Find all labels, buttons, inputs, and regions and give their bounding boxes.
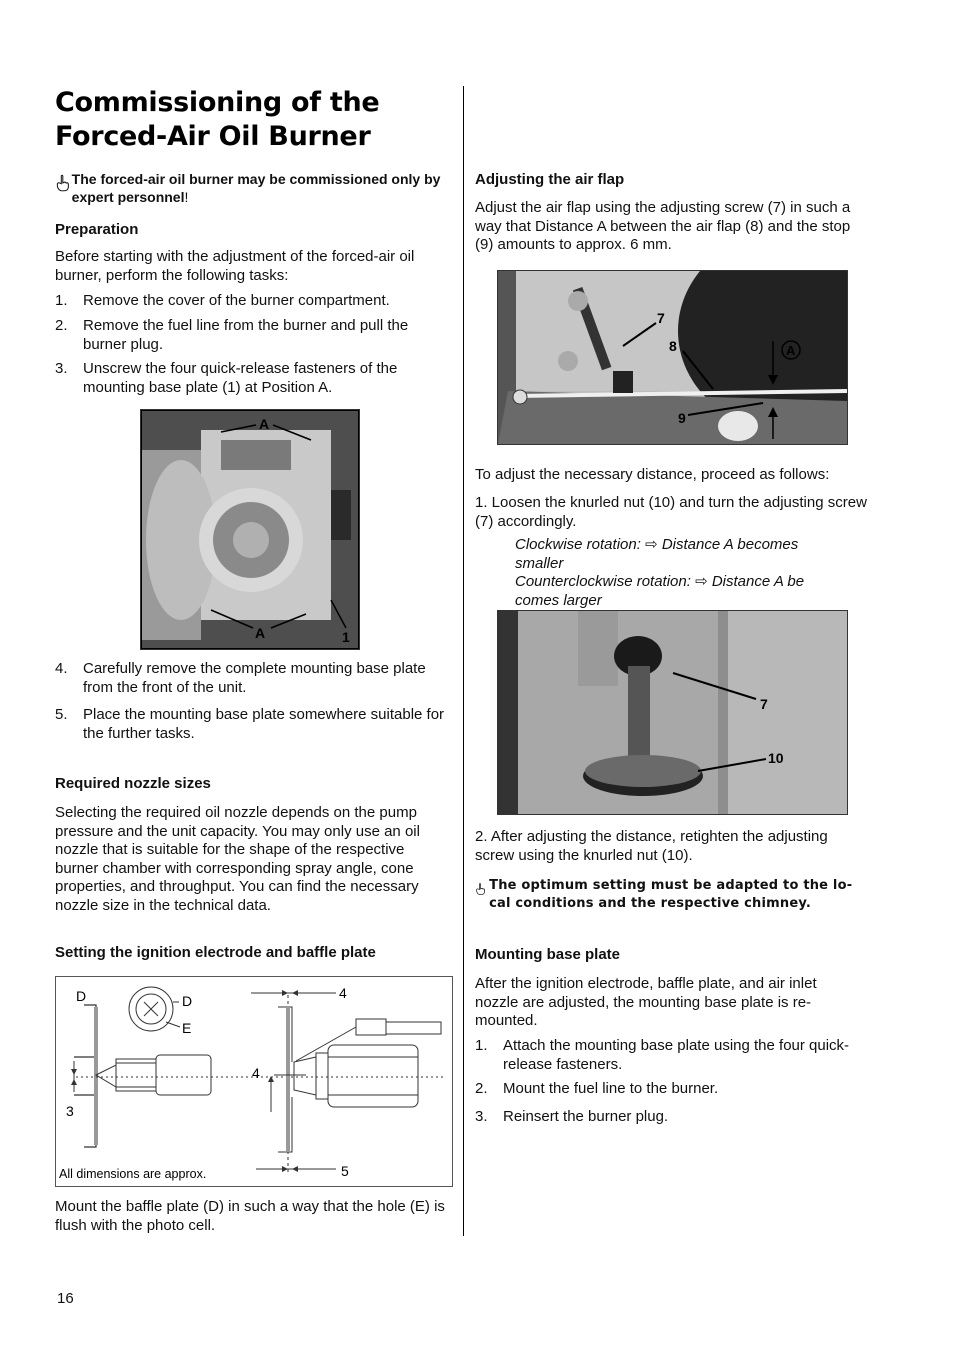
page-number: 16 bbox=[57, 1290, 74, 1307]
electrode-heading: Setting the ignition electrode and baffle plate bbox=[55, 944, 376, 961]
screw-label-10: 10 bbox=[768, 750, 784, 766]
mount-step-1: 1. Attach the mounting base plate using the four quick-release fasteners. bbox=[475, 1037, 850, 1073]
preparation-heading: Preparation bbox=[55, 221, 139, 238]
electrode-diagram bbox=[55, 976, 453, 1187]
airflap-text: Adjust the air flap using the adjusting screw (7) in such a way that Distance A between the air flap (8) and the stop (9) amounts to approx. 6 mm. bbox=[475, 199, 851, 253]
airflap-label-a: A bbox=[786, 343, 796, 358]
proceed-text: To adjust the necessary distance, proceed as follows: bbox=[475, 466, 830, 483]
dimension-note: All dimensions are approx. bbox=[59, 1167, 207, 1181]
title-line-1: Commissioning of the bbox=[55, 87, 380, 118]
prep-step-1: 1. Remove the cover of the burner compartment. bbox=[55, 292, 390, 309]
airflap-step-2: 2. After adjusting the distance, retighten the adjusting screw using the knurled nut (10). bbox=[475, 828, 828, 864]
column-divider bbox=[463, 86, 464, 1236]
arrow-right-icon: ⇨ bbox=[645, 536, 658, 553]
airflap-label-9: 9 bbox=[678, 410, 686, 426]
dim-4-top: 4 bbox=[339, 985, 347, 1001]
fig1-label-a-top: A bbox=[259, 416, 270, 432]
warning-text: The forced-air oil burner may be commissioned only by expert personnel bbox=[71, 171, 441, 205]
expert-warning bbox=[55, 171, 455, 206]
prep-step-4: 4. Carefully remove the complete mounting base plate from the front of the unit. bbox=[55, 660, 426, 696]
page-title bbox=[55, 86, 455, 154]
airflap-label-7: 7 bbox=[657, 310, 665, 326]
optimum-warning-text: The optimum setting must be adapted to the lo-cal conditions and the respective chimney. bbox=[489, 878, 853, 911]
screw-photo bbox=[497, 610, 848, 815]
airflap-label-8: 8 bbox=[669, 338, 677, 354]
mounting-intro: After the ignition electrode, baffle plate, and air inlet nozzle are adjusted, the mounting base plate is re-mounted. bbox=[475, 975, 817, 1029]
baffle-text: Mount the baffle plate (D) in such a way that the hole (E) is flush with the photo cell. bbox=[55, 1198, 445, 1234]
pointing-hand-icon bbox=[55, 171, 71, 195]
pointing-hand-icon bbox=[475, 877, 486, 901]
prep-step-3: 3. Unscrew the four quick-release fasteners of the mounting base plate (1) at Position A. bbox=[55, 360, 398, 396]
airflap-step-1: 1. Loosen the knurled nut (10) and turn the adjusting screw (7) accordingly. bbox=[475, 494, 867, 530]
fig1-label-a-bottom: A bbox=[255, 625, 266, 641]
mount-step-2: 2. Mount the fuel line to the burner. bbox=[475, 1080, 719, 1097]
mounting-heading: Mounting base plate bbox=[475, 946, 621, 963]
preparation-intro: Before starting with the adjustment of the forced-air oil burner, perform the following tasks: bbox=[55, 248, 415, 284]
label-d-right: D bbox=[182, 993, 193, 1009]
warning-end: ! bbox=[184, 188, 189, 205]
dim-5: 5 bbox=[341, 1163, 349, 1179]
nozzle-heading: Required nozzle sizes bbox=[55, 775, 211, 792]
label-d-left: D bbox=[76, 988, 87, 1004]
optimum-warning bbox=[475, 877, 870, 912]
nozzle-text: Selecting the required oil nozzle depends on the pump pressure and the unit capacity. You may only use an oil nozzle that is suitable for the shape of the respective burner chamber with corresponding spray angle, cone properties, and throughput. You can find the necessary nozzle size in the technical data. bbox=[55, 804, 420, 914]
prep-step-5: 5. Place the mounting base plate somewhere suitable for the further tasks. bbox=[55, 706, 445, 742]
mount-step-3: 3. Reinsert the burner plug. bbox=[475, 1108, 669, 1125]
burner-photo bbox=[140, 409, 360, 650]
arrow-right-icon: ⇨ bbox=[695, 573, 708, 590]
title-line-2: Forced-Air Oil Burner bbox=[55, 121, 371, 152]
rotation-instructions: Clockwise rotation: ⇨ Distance A becomes smaller Counterclockwise rotation: ⇨ Distance A be comes larger bbox=[515, 536, 805, 609]
screw-label-7: 7 bbox=[760, 696, 768, 712]
fig1-label-1: 1 bbox=[342, 629, 350, 645]
label-e: E bbox=[182, 1020, 192, 1036]
airflap-heading: Adjusting the air flap bbox=[475, 171, 625, 188]
dim-3: 3 bbox=[66, 1103, 74, 1119]
prep-step-2: 2. Remove the fuel line from the burner and pull the burner plug. bbox=[55, 317, 409, 353]
dim-4-mid: 4 bbox=[252, 1065, 260, 1081]
airflap-photo bbox=[497, 270, 848, 445]
